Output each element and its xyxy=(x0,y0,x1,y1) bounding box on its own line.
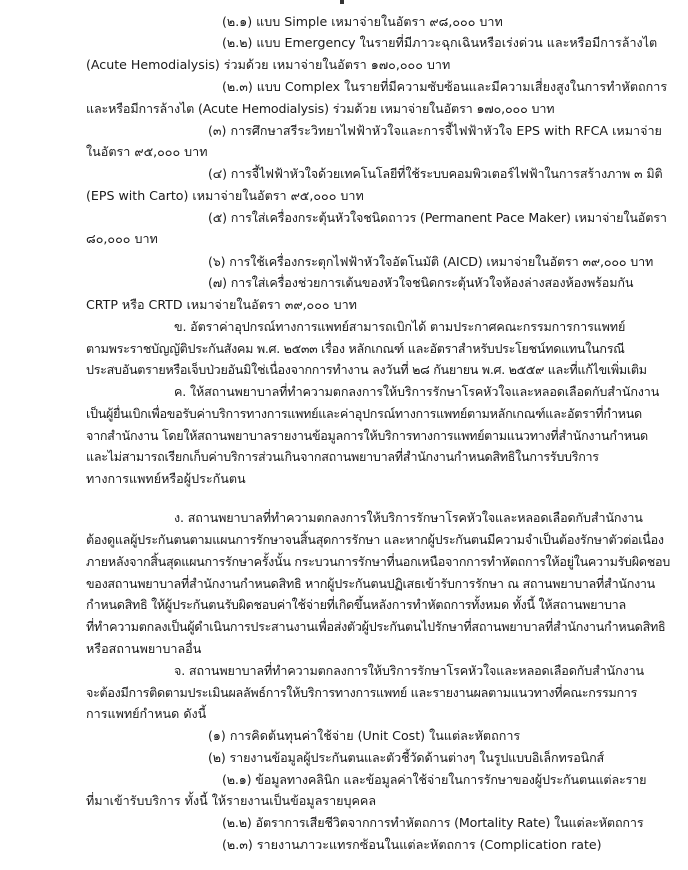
doc-line: จ. สถานพยาบาลที่ทำความตกลงการให้บริการรักษาโรคหัวใจและหลอดเลือดกับสำนักงาน xyxy=(174,663,644,678)
doc-line: (Acute Hemodialysis) ร่วมด้วย เหมาจ่ายในอัตรา ๑๗๐,๐๐๐ บาท xyxy=(86,57,451,72)
page-top-mark xyxy=(340,0,344,4)
doc-line: (๒.๓) แบบ Complex ในรายที่มีความซับซ้อนและมีความเสี่ยงสูงในการทำหัตถการ xyxy=(222,79,668,94)
doc-line: เป็นผู้ยื่นเบิกเพื่อขอรับค่าบริการทางการแพทย์และค่าอุปกรณ์ทางการแพทย์ตามหลักเกณฑ์และอัตราที่กำหนด xyxy=(86,406,642,421)
doc-line: การแพทย์กำหนด ดังนี้ xyxy=(86,706,207,721)
doc-line: และไม่สามารถเรียกเก็บค่าบริการส่วนเกินจากสถานพยาบาลที่สำนักงานกำหนดสิทธิในการรับบริการ xyxy=(86,449,599,464)
doc-line: (EPS with Carto) เหมาจ่ายในอัตรา ๙๕,๐๐๐ บาท xyxy=(86,188,364,203)
doc-line: ๘๐,๐๐๐ บาท xyxy=(86,231,158,246)
doc-line: ตามพระราชบัญญัติประกันสังคม พ.ศ. ๒๕๓๓ เรื่อง หลักเกณฑ์ และอัตราสำหรับประโยชน์ทดแทนในกรณี xyxy=(86,341,625,356)
doc-line: (๒.๒) แบบ Emergency ในรายที่มีภาวะฉุกเฉินหรือเร่งด่วน และหรือมีการล้างไต xyxy=(222,35,658,50)
doc-line: ต้องดูแลผู้ประกันตนตามแผนการรักษาจนสิ้นสุดการรักษา และหากผู้ประกันตนมีความจำเป็นต้องรักษาตัวต่อเนื่อง xyxy=(86,532,664,547)
doc-line: CRTP หรือ CRTD เหมาจ่ายในอัตรา ๓๙,๐๐๐ บาท xyxy=(86,297,357,312)
doc-line: (๒.๑) ข้อมูลทางคลินิก และข้อมูลค่าใช้จ่ายในการรักษาของผู้ประกันตนแต่ละราย xyxy=(222,772,647,787)
doc-line: ค. ให้สถานพยาบาลที่ทำความตกลงการให้บริการรักษาโรคหัวใจและหลอดเลือดกับสำนักงาน xyxy=(174,384,660,399)
doc-line: ของสถานพยาบาลที่สำนักงานกำหนดสิทธิ หากผู้ประกันตนปฏิเสธเข้ารับการรักษา ณ สถานพยาบาลที่สำนักงาน xyxy=(86,576,655,591)
doc-line: (๕) การใส่เครื่องกระตุ้นหัวใจชนิดถาวร (Permanent Pace Maker) เหมาจ่ายในอัตรา xyxy=(208,210,667,225)
doc-line: ที่ทำความตกลงเป็นผู้ดำเนินการประสานงานเพื่อส่งตัวผู้ประกันตนไปรักษาที่สถานพยาบาลที่สำนักงานกำหนดสิทธิ xyxy=(86,619,666,634)
doc-line: จะต้องมีการติดตามประเมินผลลัพธ์การให้บริการทางการแพทย์ และรายงานผลตามแนวทางที่คณะกรรมการ xyxy=(86,685,638,700)
doc-line: (๗) การใส่เครื่องช่วยการเต้นของหัวใจชนิดกระตุ้นหัวใจห้องล่างสองห้องพร้อมกัน xyxy=(208,275,634,290)
doc-line: (๒) รายงานข้อมูลผู้ประกันตนและตัวชี้วัดด้านต่างๆ ในรูปแบบอิเล็กทรอนิกส์ xyxy=(208,750,605,765)
doc-line: ภายหลังจากสิ้นสุดแผนการรักษาครั้งนั้น กระบวนการรักษาที่นอกเหนือจากการทำหัตถการให้อยู่ในความรับผิดชอบ xyxy=(86,554,670,569)
doc-line: ทางการแพทย์หรือผู้ประกันตน xyxy=(86,471,246,486)
doc-line: หรือสถานพยาบาลอื่น xyxy=(86,641,202,656)
doc-line: ประสบอันตรายหรือเจ็บป่วยอันมิใช่เนื่องจากการทำงาน ลงวันที่ ๒๘ กันยายน พ.ศ. ๒๕๕๙ และที่แก้ไขเพิ่มเติม xyxy=(86,362,647,377)
doc-line: ข. อัตราค่าอุปกรณ์ทางการแพทย์สามารถเบิกได้ ตามประกาศคณะกรรมการการแพทย์ xyxy=(174,319,626,334)
doc-line: (๔) การจี้ไฟฟ้าหัวใจด้วยเทคโนโลยีที่ใช้ระบบคอมพิวเตอร์ไฟฟ้าในการสร้างภาพ ๓ มิติ xyxy=(208,166,663,181)
doc-line: จากสำนักงาน โดยให้สถานพยาบาลรายงานข้อมูลการให้บริการทางการแพทย์ตามแนวทางที่สำนักงานกำหนด xyxy=(86,428,648,443)
doc-line: ในอัตรา ๙๕,๐๐๐ บาท xyxy=(86,144,208,159)
doc-line: (๒.๒) อัตราการเสียชีวิตจากการทำหัตถการ (Mortality Rate) ในแต่ละหัตถการ xyxy=(222,815,644,830)
doc-line: (๒.๓) รายงานภาวะแทรกซ้อนในแต่ละหัตถการ (Complication rate) xyxy=(222,837,602,852)
doc-line: (๖) การใช้เครื่องกระตุกไฟฟ้าหัวใจอัตโนมัติ (AICD) เหมาจ่ายในอัตรา ๓๙,๐๐๐ บาท xyxy=(208,254,654,269)
doc-line: (๑) การคิดต้นทุนค่าใช้จ่าย (Unit Cost) ในแต่ละหัตถการ xyxy=(208,728,521,743)
doc-line: และหรือมีการล้างไต (Acute Hemodialysis) ร่วมด้วย เหมาจ่ายในอัตรา ๑๗๐,๐๐๐ บาท xyxy=(86,101,555,116)
doc-line: กำหนดสิทธิ ให้ผู้ประกันตนรับผิดชอบค่าใช้จ่ายที่เกิดขึ้นหลังการทำหัตถการทั้งหมด ทั้งนี้ ให้สถานพยาบาล xyxy=(86,597,626,612)
doc-line: ง. สถานพยาบาลที่ทำความตกลงการให้บริการรักษาโรคหัวใจและหลอดเลือดกับสำนักงาน xyxy=(174,510,643,525)
doc-line: ที่มาเข้ารับบริการ ทั้งนี้ ให้รายงานเป็นข้อมูลรายบุคคล xyxy=(86,793,377,808)
doc-line: (๒.๑) แบบ Simple เหมาจ่ายในอัตรา ๙๘,๐๐๐ บาท xyxy=(222,14,503,29)
doc-line: (๓) การศึกษาสรีระวิทยาไฟฟ้าหัวใจและการจี้ไฟฟ้าหัวใจ EPS with RFCA เหมาจ่าย xyxy=(208,123,662,138)
